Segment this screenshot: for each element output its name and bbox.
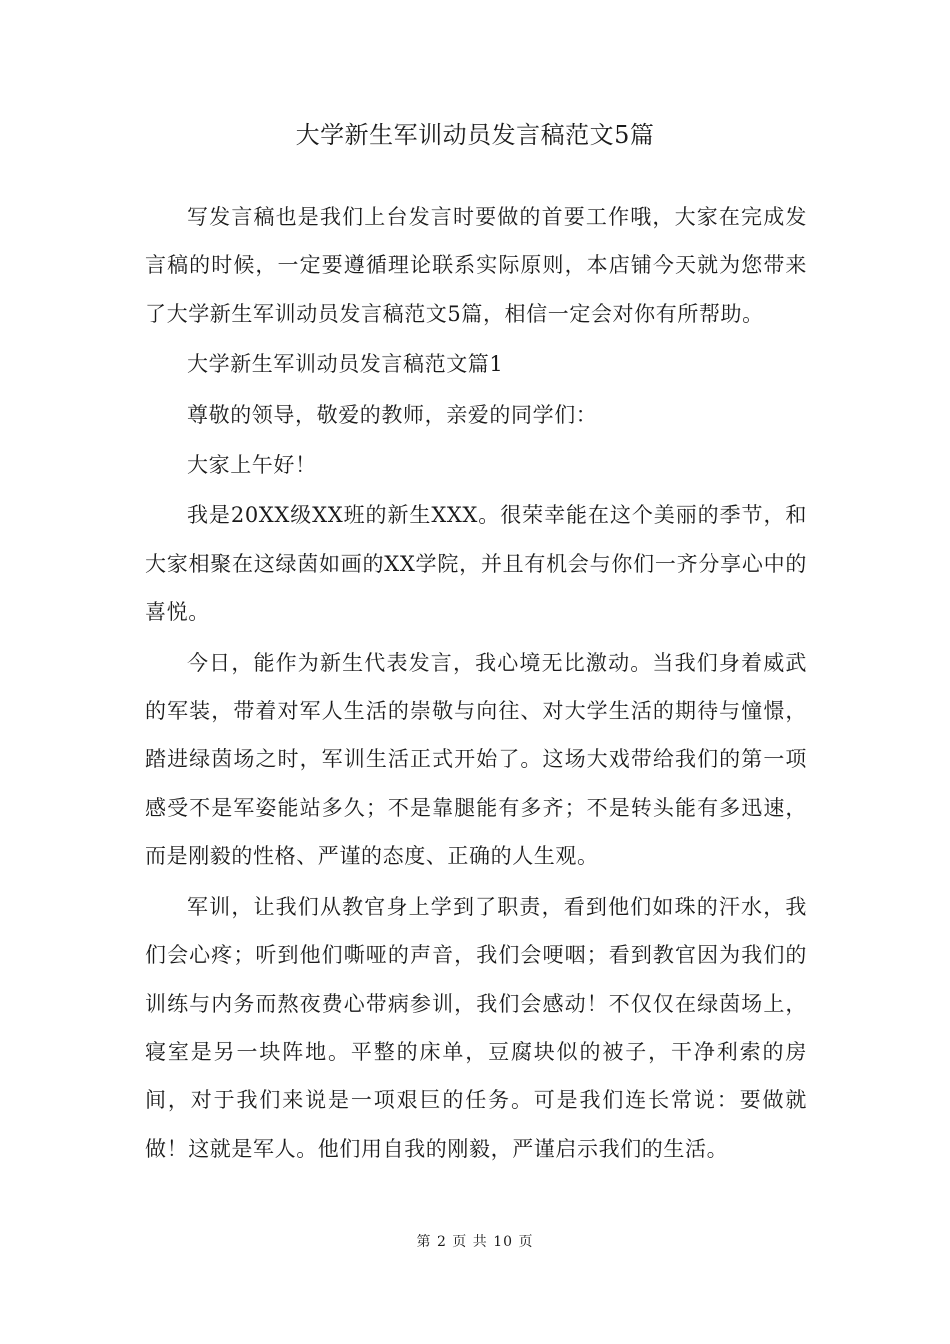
paragraph-greeting: 大家上午好！ [187,453,317,478]
paragraph-salutation: 尊敬的领导，敬爱的教师，亲爱的同学们： [187,402,598,427]
paragraph-training: 军训，让我们从教官身上学到了职责，看到他们如珠的汗水，我们会心疼；听到他们嘶哑的声音，我们会哽咽；看到教官因为我们的训练与内务而熬夜费心带病参训，我们会感动！不仅仅在绿茵场上，寝室是另一块阵地。平整的床单，豆腐块似的被子，干净利索的房间，对于我们来说是一项艰巨的任务。可是我们连长常说：要做就做！这就是军人。他们用自我的刚毅，严谨启示我们的生活。 [145,894,807,1161]
paragraph-intro: 写发言稿也是我们上台发言时要做的首要工作哦，大家在完成发言稿的时候，一定要遵循理论联系实际原则，本店铺今天就为您带来了大学新生军训动员发言稿范文5篇，相信一定会对你有所帮助。 [145,205,807,326]
page-footer: 第 2 页 共 10 页 [416,1234,534,1250]
paragraph-feelings: 今日，能作为新生代表发言，我心境无比激动。当我们身着威武的军装，带着对军人生活的崇敬与向往、对大学生活的期待与憧憬，踏进绿茵场之时，军训生活正式开始了。这场大戏带给我们的第一项感受不是军姿能站多久；不是靠腿能有多齐；不是转头能有多迅速，而是刚毅的性格、严谨的态度、正确的人生观。 [145,650,807,869]
document-title: 大学新生军训动员发言稿范文5篇 [295,121,655,149]
document-body [145,193,807,1175]
paragraph-self-introduction: 我是20XX级XX班的新生XXX。很荣幸能在这个美丽的季节，和大家相聚在这绿茵如画的XX学院，并且有机会与你们一齐分享心中的喜悦。 [145,503,807,625]
section-heading: 大学新生军训动员发言稿范文篇1 [187,352,504,377]
